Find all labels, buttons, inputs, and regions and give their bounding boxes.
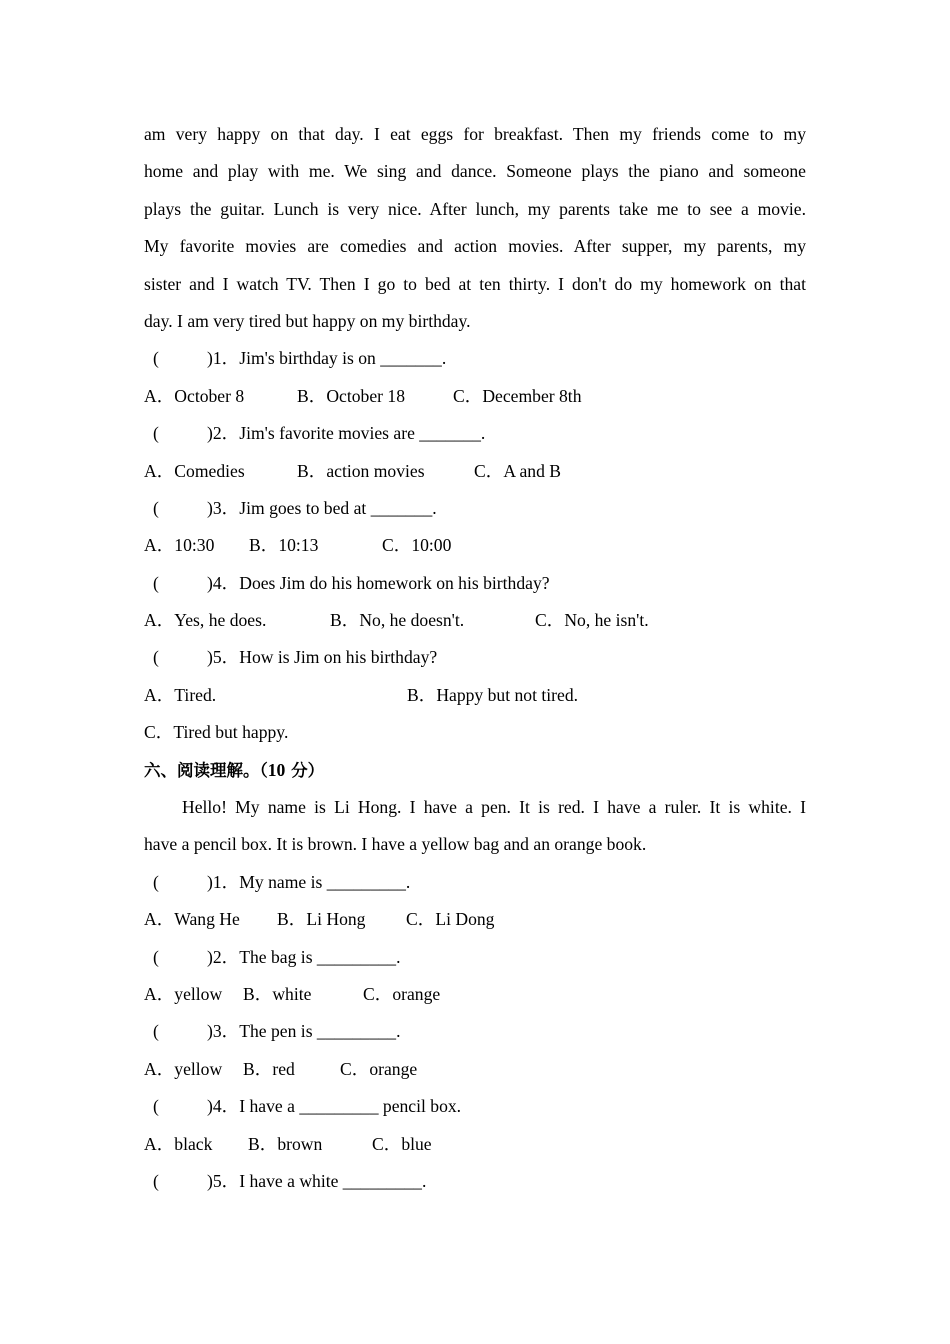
question-text: )3．Jim goes to bed at _______. xyxy=(207,497,437,518)
question-1 xyxy=(144,340,806,377)
option-a: A．Tired. xyxy=(144,684,217,705)
passage-line: am very happy on that day. I eat eggs for breakfast. Then my friends come to my xyxy=(144,124,806,144)
passage-line: have a pencil box. It is brown. I have a yellow bag and an orange book. xyxy=(144,834,647,855)
question-text: )2．Jim's favorite movies are _______. xyxy=(207,423,486,444)
option-a: A．October 8 xyxy=(144,385,245,406)
option-b: B．No, he doesn't. xyxy=(330,610,465,631)
question-text: )5．How is Jim on his birthday? xyxy=(207,647,438,668)
option-b: B．action movies xyxy=(297,460,425,481)
passage-line: My favorite movies are comedies and action movies. After supper, my parents, my xyxy=(144,236,806,257)
option-c: C．orange xyxy=(363,983,441,1004)
options-row xyxy=(144,1126,806,1163)
options-row xyxy=(144,378,806,415)
option-b: B．white xyxy=(243,983,312,1004)
passage-line: home and play with me. We sing and dance. Someone plays the piano and someone xyxy=(144,161,806,182)
question-1 xyxy=(144,864,806,901)
options-row xyxy=(144,602,806,639)
options-row xyxy=(144,714,806,751)
option-c: C．Tired but happy. xyxy=(144,722,289,743)
option-b: B．red xyxy=(243,1058,295,1079)
section-heading-prefix: 六、阅读理解。（ xyxy=(144,760,268,780)
option-b: B．brown xyxy=(248,1133,323,1154)
answer-blank[interactable]: ( xyxy=(153,871,159,892)
option-c: C．10:00 xyxy=(382,535,452,556)
option-c: C．blue xyxy=(372,1133,432,1154)
question-5 xyxy=(144,639,806,676)
options-row xyxy=(144,453,806,490)
question-text: )1．My name is _________. xyxy=(207,871,411,892)
option-b: B．Happy but not tired. xyxy=(407,684,579,705)
options-row xyxy=(144,976,806,1013)
answer-blank[interactable]: ( xyxy=(153,647,159,668)
question-text: )4．I have a _________ pencil box. xyxy=(207,1096,462,1117)
passage-line: day. I am very tired but happy on my birthday. xyxy=(144,310,471,331)
answer-blank[interactable]: ( xyxy=(153,1170,159,1191)
option-b: B．October 18 xyxy=(297,385,405,406)
passage-line: plays the guitar. Lunch is very nice. After lunch, my parents take me to see a movie. xyxy=(144,198,806,219)
section-score: 10 xyxy=(267,759,286,780)
passage-line: sister and I watch TV. Then I go to bed at ten thirty. I don't do my homework on that xyxy=(144,273,806,294)
worksheet-page xyxy=(144,116,806,1200)
question-3 xyxy=(144,1013,806,1050)
option-c: C．A and B xyxy=(474,460,561,481)
question-4 xyxy=(144,1088,806,1125)
question-text: )2．The bag is _________. xyxy=(207,946,401,967)
question-text: )4．Does Jim do his homework on his birthday? xyxy=(207,572,550,593)
option-b: B．10:13 xyxy=(249,535,319,556)
option-a: A．Yes, he does. xyxy=(144,610,267,631)
options-row xyxy=(144,1051,806,1088)
options-row xyxy=(144,527,806,564)
passage-line: Hello! My name is Li Hong. I have a pen. It is red. I have a ruler. It is white. I xyxy=(182,797,806,818)
answer-blank[interactable]: ( xyxy=(153,423,159,444)
option-a: A．black xyxy=(144,1133,213,1154)
question-text: )5．I have a white _________. xyxy=(207,1170,427,1191)
section-heading xyxy=(144,752,806,789)
option-a: A．yellow xyxy=(144,1058,223,1079)
answer-blank[interactable]: ( xyxy=(153,1021,159,1042)
question-5 xyxy=(144,1163,806,1200)
question-2 xyxy=(144,939,806,976)
answer-blank[interactable]: ( xyxy=(153,1096,159,1117)
answer-blank[interactable]: ( xyxy=(153,348,159,369)
question-text: )1．Jim's birthday is on _______. xyxy=(207,348,447,369)
option-a: A．Wang He xyxy=(144,909,240,930)
option-c: C．Li Dong xyxy=(406,909,495,930)
option-a: A．10:30 xyxy=(144,535,215,556)
answer-blank[interactable]: ( xyxy=(153,946,159,967)
option-b: B．Li Hong xyxy=(277,909,366,930)
question-2 xyxy=(144,415,806,452)
options-row xyxy=(144,901,806,938)
section-heading-suffix: 分） xyxy=(285,760,325,780)
answer-blank[interactable]: ( xyxy=(153,497,159,518)
option-c: C．December 8th xyxy=(453,385,582,406)
question-3 xyxy=(144,490,806,527)
question-text: )3．The pen is _________. xyxy=(207,1021,401,1042)
answer-blank[interactable]: ( xyxy=(153,572,159,593)
option-c: C．orange xyxy=(340,1058,418,1079)
option-a: A．Comedies xyxy=(144,460,245,481)
option-c: C．No, he isn't. xyxy=(535,610,649,631)
option-a: A．yellow xyxy=(144,983,223,1004)
options-row xyxy=(144,677,806,714)
question-4 xyxy=(144,565,806,602)
